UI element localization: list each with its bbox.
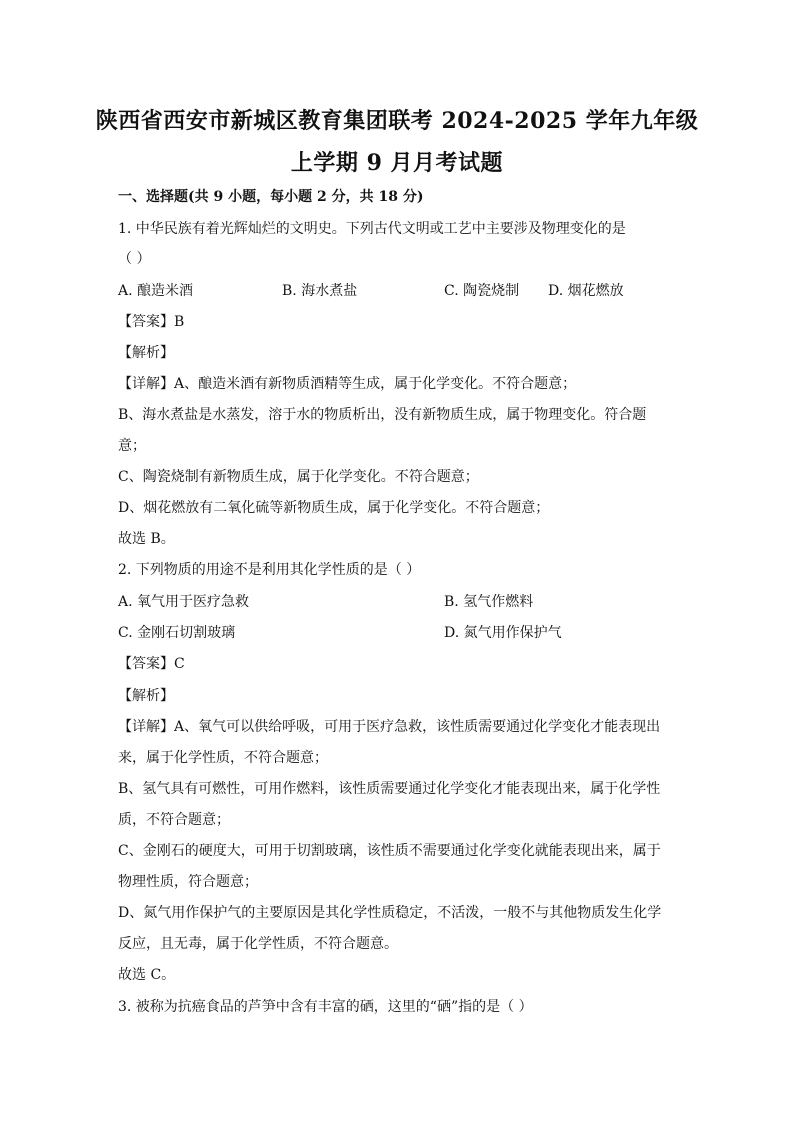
q2-stem: 2. 下列物质的用途不是利用其化学性质的是（ ） [118,562,421,578]
q2-detail-line: 故选 C。 [118,967,176,983]
q1-stem: 1. 中华民族有着光辉灿烂的文明史。下列古代文明或工艺中主要涉及物理变化的是 [118,221,626,237]
q2-answer: 【答案】C [118,656,185,672]
q2-option-a: A. 氧气用于医疗急救 [118,594,250,610]
q1-answer: 【答案】B [118,314,185,330]
q2-option-c: C. 金刚石切割玻璃 [118,625,236,641]
q1-detail-line: B、海水煮盐是水蒸发，溶于水的物质析出，没有新物质生成，属于物理变化。符合题 [118,407,647,423]
document-title-line1: 陕西省西安市新城区教育集团联考 2024-2025 学年九年级 [95,108,699,134]
q2-detail-line: D、氮气用作保护气的主要原因是其化学性质稳定，不活泼，一般不与其他物质发生化学 [118,905,662,921]
q2-detail-line: 质，不符合题意； [118,812,230,828]
q1-option-c: C. 陶瓷烧制 [444,283,520,299]
q2-option-d: D. 氮气用作保护气 [444,625,562,641]
q2-detail-line: 反应，且无毒，属于化学性质，不符合题意。 [118,936,398,952]
q2-detail-line: C、金刚石的硬度大，可用于切割玻璃，该性质不需要通过化学变化就能表现出来，属于 [118,843,661,859]
q2-option-b: B. 氢气作燃料 [444,594,534,610]
q1-detail-line: C、陶瓷烧制有新物质生成，属于化学变化。不符合题意； [118,469,479,485]
q2-detail-line: 【详解】A、氧气可以供给呼吸，可用于医疗急救，该性质需要通过化学变化才能表现出 [118,719,661,735]
q2-detail-line: 来，属于化学性质，不符合题意； [118,750,328,766]
document-title-line2: 上学期 9 月月考试题 [290,150,504,176]
q1-detail-line: D、烟花燃放有二氧化硫等新物质生成，属于化学变化。不符合题意； [118,500,550,516]
q1-analysis-label: 【解析】 [118,345,174,361]
q1-option-b: B. 海水煮盐 [282,283,358,299]
q2-analysis-label: 【解析】 [118,688,174,704]
q1-detail-line: 意； [118,438,146,454]
q2-detail-line: B、氢气具有可燃性，可用作燃料，该性质需要通过化学变化才能表现出来，属于化学性 [118,781,661,797]
q2-detail-line: 物理性质，符合题意； [118,874,258,890]
q3-stem: 3. 被称为抗癌食品的芦笋中含有丰富的硒，这里的“硒”指的是（ ） [118,999,533,1015]
q1-detail-line: 故选 B。 [118,531,175,547]
q1-detail-line: 【详解】A、酿造米酒有新物质酒精等生成，属于化学变化。不符合题意； [118,376,577,392]
q1-option-a: A. 酿造米酒 [118,283,194,299]
section-heading: 一、选择题(共 9 小题，每小题 2 分，共 18 分) [118,189,424,205]
q1-option-d: D. 烟花燃放 [548,283,624,299]
q1-paren: （ ） [118,251,151,267]
